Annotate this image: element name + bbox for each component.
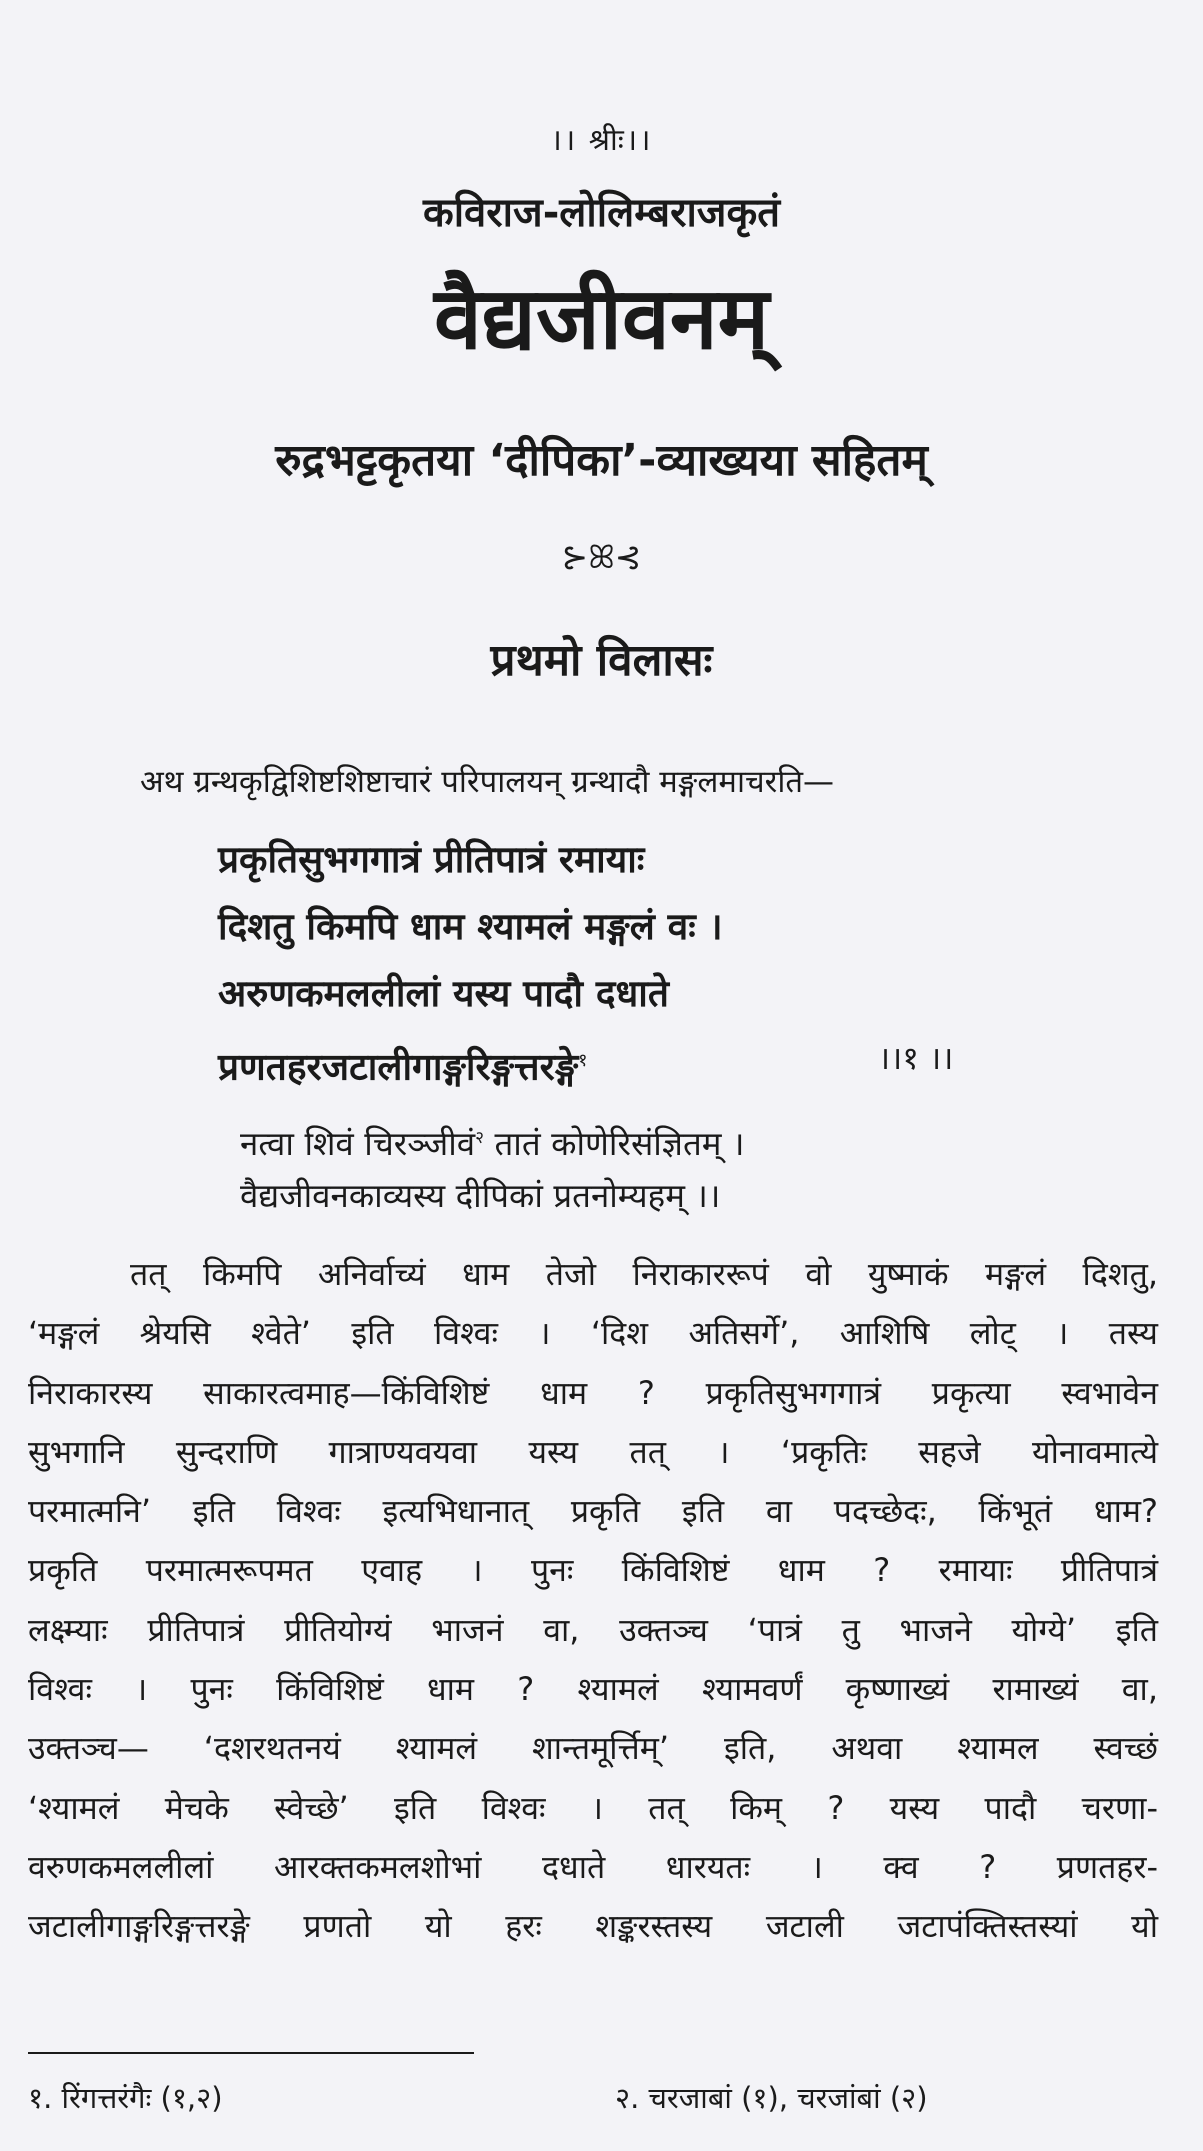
intro-line: अथ ग्रन्थकृद्विशिष्टशिष्टाचारं परिपालयन् ग्रन्थादौ मङ्गलमाचरति— (140, 764, 835, 800)
commentary-prose (28, 1245, 1158, 1957)
commentary-verse-text: तातं कोणेरिसंज्ञितम् । (484, 1124, 745, 1163)
footnote-2: २. चरजाबां (१), चरजांबां (२) (615, 2081, 928, 2115)
prose-line: उक्तञ्च— ‘दशरथतनयं श्यामलं शान्तमूर्त्तिम्’ इति, अथवा श्यामल स्वच्छं (28, 1729, 1158, 1768)
chapter-heading: प्रथमो विलासः (490, 635, 713, 686)
footnote-1: १. रिंगत्तरंगैः (१,२) (28, 2081, 223, 2115)
prose-line: तत् किमपि अनिर्वाच्यं धाम तेजो निराकाररूपं वो युष्माकं मङ्गलं दिशतु, (130, 1255, 1158, 1293)
prose-line: वरुणकमललीलां आरक्तकमलशोभां दधाते धारयतः । क्व ? प्रणतहर- (28, 1847, 1158, 1886)
verse-line-text: प्रणतहरजटालीगाङ्गरिङ्गत्तरङ्गे (218, 1045, 579, 1089)
prose-line: जटालीगाङ्गरिङ्गत्तरङ्गे प्रणतो यो हरः शङ्करस्तस्य जटाली जटापंक्तिस्तस्यां यो (28, 1907, 1158, 1946)
verse-line (218, 1031, 723, 1098)
prose-line: निराकारस्य साकारत्वमाह—किंविशिष्टं धाम ? प्रकृतिसुभगगात्रं प्रकृत्या स्वभावेन (28, 1373, 1158, 1412)
footnote-marker: १ (578, 1050, 588, 1071)
commentary-verse-text: नत्वा शिवं चिरञ्जीवं (240, 1124, 476, 1163)
verse-line: प्रकृतिसुभगगात्रं प्रीतिपात्रं रमायाः (218, 838, 645, 881)
prose-line: प्रकृति परमात्मरूपमत एवाह । पुनः किंविशिष्टं धाम ? रमायाः प्रीतिपात्रं (28, 1551, 1158, 1590)
prose-line: परमात्मनि’ इति विश्वः इत्यभिधानात् प्रकृति इति वा पदच्छेदः, किंभूतं धाम? (28, 1492, 1158, 1531)
prose-line: ‘मङ्गलं श्रेयसि श्वेते’ इति विश्वः । ‘दिश अतिसर्गे’, आशिषि लोट् । तस्य (28, 1314, 1158, 1353)
book-title: वैद्यजीवनम् (433, 269, 770, 369)
commentary-verse (240, 1110, 745, 1226)
verse-block (218, 830, 954, 1098)
prose-line: ‘श्यामलं मेचके स्वेच्छे’ इति विश्वः । तत् किम् ? यस्य पादौ चरणा- (28, 1788, 1158, 1827)
book-subtitle: रुद्रभट्टकृतया ‘दीपिका’-व्याख्यया सहितम् (275, 435, 928, 486)
verse-line: दिशतु किमपि धाम श्यामलं मङ्गलं वः । (218, 905, 723, 948)
ornament-divider: ⊱ꕤ⊰ (561, 538, 642, 576)
prose-line: विश्वः । पुनः किंविशिष्टं धाम ? श्यामलं श्यामवर्णं कृष्णाख्यं रामाख्यं वा, (28, 1670, 1158, 1709)
invocation-line: ।। श्रीः।। (550, 123, 653, 158)
commentary-verse-line: वैद्यजीवनकाव्यस्य दीपिकां प्रतनोम्यहम् ।। (240, 1176, 721, 1215)
footnote-rule (28, 2052, 474, 2054)
footnote-marker: २ (475, 1128, 484, 1148)
author-line: कविराज-लोलिम्बराजकृतं (422, 190, 781, 236)
verse-number: ।।१ ।। (878, 1039, 954, 1077)
prose-line: लक्ष्म्याः प्रीतिपात्रं प्रीतियोग्यं भाजनं वा, उक्तञ्च ‘पात्रं तु भाजने योग्ये’ इति (28, 1610, 1158, 1649)
prose-line: सुभगानि सुन्दराणि गात्राण्यवयवा यस्य तत् । ‘प्रकृतिः सहजे योनावमात्ये (28, 1432, 1158, 1471)
commentary-verse-line (240, 1110, 745, 1168)
verse-line: अरुणकमललीलां यस्य पादौ दधाते (218, 972, 669, 1015)
